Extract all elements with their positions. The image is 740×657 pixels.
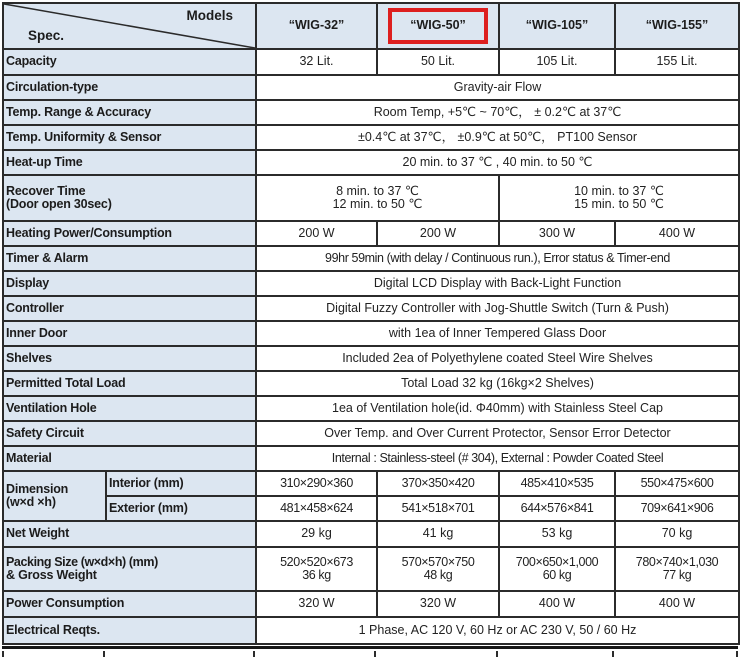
corner-spec-label: Spec. [28,27,65,43]
row-electrical [3,617,739,644]
packing-wig155-size: 780×740×1,030 [635,554,719,569]
display-value: Digital LCD Display with Back-Light Function [256,271,739,296]
row-label: Electrical Reqts. [3,617,256,644]
row-label: Power Consumption [3,591,256,617]
dimension-label [3,471,106,521]
sliver-divider [736,651,738,657]
heating-wig105: 300 W [499,221,615,246]
recover-left-line2: 12 min. to 50 ℃ [332,197,423,211]
controller-value: Digital Fuzzy Controller with Jog-Shuttle Switch (Turn & Push) [256,296,739,321]
timer-alarm-value: 99hr 59min (with delay / Continuous run.), Error status & Timer-end [256,246,739,271]
row-safety [3,421,739,446]
power-wig105: 400 W [499,591,615,617]
row-timer-alarm [3,246,739,271]
corner-cell [3,3,256,49]
row-shelves [3,346,739,371]
exterior-label: Exterior (mm) [106,496,256,521]
row-controller [3,296,739,321]
circulation-value: Gravity-air Flow [256,75,739,100]
recover-right-line2: 15 min. to 50 ℃ [574,197,664,211]
packing-wig50-weight: 48 kg [423,568,453,582]
row-label: Timer & Alarm [3,246,256,271]
power-wig32: 320 W [256,591,377,617]
recover-large-models [499,175,739,221]
interior-wig105: 485×410×535 [499,471,615,496]
spec-table [2,2,740,645]
row-label: Inner Door [3,321,256,346]
sliver-divider [612,651,614,657]
net-weight-wig105: 53 kg [499,521,615,547]
row-label: Material [3,446,256,471]
recover-label-line2: (Door open 30sec) [6,197,112,211]
row-label: Capacity [3,49,256,75]
interior-wig32: 310×290×360 [256,471,377,496]
header-row [3,3,739,49]
model-header-wig50-label: “WIG-50” [410,18,466,33]
row-label [3,175,256,221]
recover-left-line1: 8 min. to 37 ℃ [336,183,419,198]
row-circulation [3,75,739,100]
row-label: Heating Power/Consumption [3,221,256,246]
row-label: Permitted Total Load [3,371,256,396]
interior-wig50: 370×350×420 [377,471,499,496]
net-weight-wig155: 70 kg [615,521,739,547]
recover-small-models [256,175,499,221]
sliver-divider [103,651,105,657]
power-wig50: 320 W [377,591,499,617]
row-label: Controller [3,296,256,321]
sliver-divider [496,651,498,657]
interior-label: Interior (mm) [106,471,256,496]
heating-wig32: 200 W [256,221,377,246]
packing-wig105 [499,547,615,591]
electrical-value: 1 Phase, AC 120 V, 60 Hz or AC 230 V, 50 / 60 Hz [256,617,739,644]
permitted-load-value: Total Load 32 kg (16kg×2 Shelves) [256,371,739,396]
row-label: Circulation-type [3,75,256,100]
model-header-wig32: “WIG-32” [256,3,377,49]
row-label: Display [3,271,256,296]
row-inner-door [3,321,739,346]
packing-wig32 [256,547,377,591]
sliver-divider [253,651,255,657]
row-dimension-interior [3,471,739,496]
row-label: Net Weight [3,521,256,547]
exterior-wig50: 541×518×701 [377,496,499,521]
row-capacity [3,49,739,75]
packing-label-line2: & Gross Weight [6,568,97,582]
packing-wig32-size: 520×520×673 [280,554,353,569]
inner-door-value: with 1ea of Inner Tempered Glass Door [256,321,739,346]
net-weight-wig50: 41 kg [377,521,499,547]
row-uniformity [3,125,739,150]
safety-value: Over Temp. and Over Current Protector, Sensor Error Detector [256,421,739,446]
model-header-wig155: “WIG-155” [615,3,739,49]
heatup-value: 20 min. to 37 ℃ , 40 min. to 50 ℃ [256,150,739,175]
packing-wig105-weight: 60 kg [542,568,572,582]
row-label: Temp. Range & Accuracy [3,100,256,125]
sliver-divider [374,651,376,657]
ventilation-value: 1ea of Ventilation hole(id. Φ40mm) with Stainless Steel Cap [256,396,739,421]
row-permitted-load [3,371,739,396]
row-power [3,591,739,617]
packing-wig155-weight: 77 kg [662,568,692,582]
uniformity-value: ±0.4℃ at 37℃， ±0.9℃ at 50℃， PT100 Sensor [256,125,739,150]
recover-label-line1: Recover Time [6,183,86,198]
dimension-label-line1: Dimension [6,481,69,496]
row-dimension-exterior [3,496,739,521]
temp-range-value: Room Temp, +5℃ ~ 70℃， ± 0.2℃ at 37℃ [256,100,739,125]
recover-right-line1: 10 min. to 37 ℃ [574,183,664,198]
row-ventilation [3,396,739,421]
packing-label-line1: Packing Size (w×d×h) (mm) [6,554,158,569]
row-temp-range [3,100,739,125]
packing-wig50 [377,547,499,591]
exterior-wig105: 644×576×841 [499,496,615,521]
packing-wig50-size: 570×570×750 [401,554,475,569]
capacity-wig50: 50 Lit. [377,49,499,75]
row-heatup [3,150,739,175]
packing-wig155 [615,547,739,591]
heating-wig50: 200 W [377,221,499,246]
shelves-value: Included 2ea of Polyethylene coated Steel Wire Shelves [256,346,739,371]
highlight-box [388,8,488,44]
spec-sheet [2,2,738,657]
net-weight-wig32: 29 kg [256,521,377,547]
interior-wig155: 550×475×600 [615,471,739,496]
packing-wig32-weight: 36 kg [302,568,331,582]
exterior-wig155: 709×641×906 [615,496,739,521]
row-label: Ventilation Hole [3,396,256,421]
row-display [3,271,739,296]
power-wig155: 400 W [615,591,739,617]
row-label: Temp. Uniformity & Sensor [3,125,256,150]
row-recover [3,175,739,221]
dimension-label-line2: (w×d ×h) [6,495,56,509]
model-header-wig105: “WIG-105” [499,3,615,49]
row-label: Shelves [3,346,256,371]
exterior-wig32: 481×458×624 [256,496,377,521]
row-label [3,547,256,591]
capacity-wig32: 32 Lit. [256,49,377,75]
material-value: Internal : Stainless-steel (# 304), External : Powder Coated Steel [256,446,739,471]
packing-wig105-size: 700×650×1,000 [515,554,599,569]
row-label: Heat-up Time [3,150,256,175]
row-heating-power [3,221,739,246]
heating-wig155: 400 W [615,221,739,246]
row-label: Safety Circuit [3,421,256,446]
model-header-wig50 [377,3,499,49]
capacity-wig155: 155 Lit. [615,49,739,75]
row-net-weight [3,521,739,547]
capacity-wig105: 105 Lit. [499,49,615,75]
row-packing [3,547,739,591]
corner-models-label: Models [186,8,233,23]
row-material [3,446,739,471]
sliver-divider [2,651,4,657]
